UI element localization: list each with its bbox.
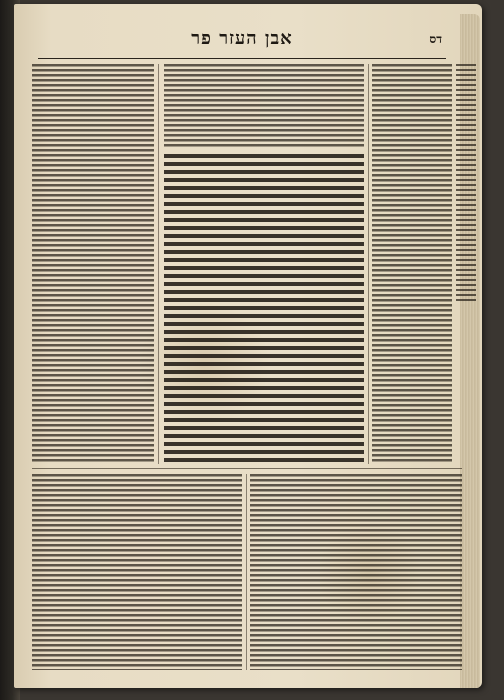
column-divider	[158, 64, 159, 464]
page-header	[38, 24, 446, 59]
main-text-lines	[164, 154, 364, 464]
lower-commentary-left	[32, 474, 242, 670]
upper-commentary-block	[164, 64, 364, 148]
running-head: אבן העזר פר	[191, 28, 293, 49]
column-divider	[368, 64, 369, 464]
lower-commentary-right	[250, 474, 462, 670]
upper-commentary-lines	[164, 64, 364, 148]
page-number: דס	[429, 32, 442, 46]
book-page	[14, 4, 482, 688]
column-divider	[246, 474, 247, 670]
lower-left-lines	[32, 474, 242, 670]
section-rule	[32, 468, 462, 469]
main-text-block	[164, 154, 364, 464]
marginal-notes	[456, 64, 476, 304]
lower-right-lines	[250, 474, 462, 670]
right-commentary-column	[372, 64, 452, 464]
left-commentary-column	[32, 64, 154, 464]
commentary-text-lines	[32, 64, 154, 464]
right-commentary-lines	[372, 64, 452, 464]
